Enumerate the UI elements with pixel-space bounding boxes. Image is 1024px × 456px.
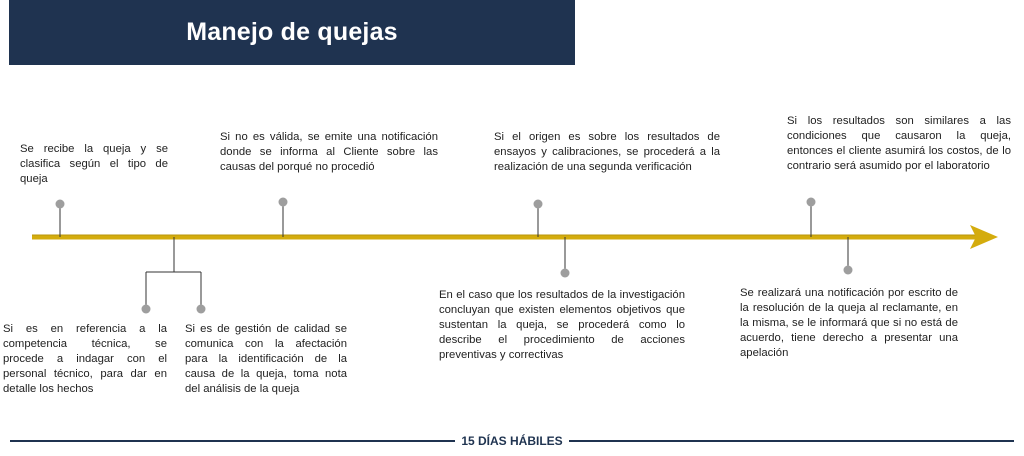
dot-similares [807,198,816,207]
dot-investigacion [561,269,570,278]
step-gestion: Si es de gestión de calidad se comunica con la afectación para la identificación de la causa de la queja, toma nota del análisis de la queja [185,323,347,395]
step-similares: Si los resultados son similares a las condiciones que causaron la queja, entonces el cliente asumirá los costos, de lo contrario será asumido por el laboratorio [787,115,1011,172]
dot-origen [534,200,543,209]
dot-gestion [197,305,206,314]
footer-label [0,434,1024,448]
page-title: Manejo de quejas [186,18,398,46]
footer-text: 15 DÍAS HÁBILES [455,434,568,448]
dot-tecnica [142,305,151,314]
step-no-valida: Si no es válida, se emite una notificación donde se informa al Cliente sobre las causas del porqué no procedió [220,131,438,173]
step-origen: Si el origen es sobre los resultados de ensayos y calibraciones, se procederá a la realización de una segunda verificación [494,131,720,173]
dot-no-valida [279,198,288,207]
dot-recibe [56,200,65,209]
dot-notificacion [844,266,853,275]
step-notificacion: Se realizará una notificación por escrito de la resolución de la queja al reclamante, en la misma, se le informará que si no está de acuerdo, tiene derecho a presentar una apelación [740,287,958,359]
step-recibe: Se recibe la queja y se clasifica según el tipo de queja [20,143,168,185]
step-tecnica: Si es en referencia a la competencia técnica, se procede a indagar con el personal técnico, para dar en detalle los hechos [3,323,167,395]
step-investigacion: En el caso que los resultados de la investigación concluyan que existen elementos objetivos que sustentan la queja, se procederá como lo describe el procedimiento de acciones preventivas y correctivas [439,289,685,361]
